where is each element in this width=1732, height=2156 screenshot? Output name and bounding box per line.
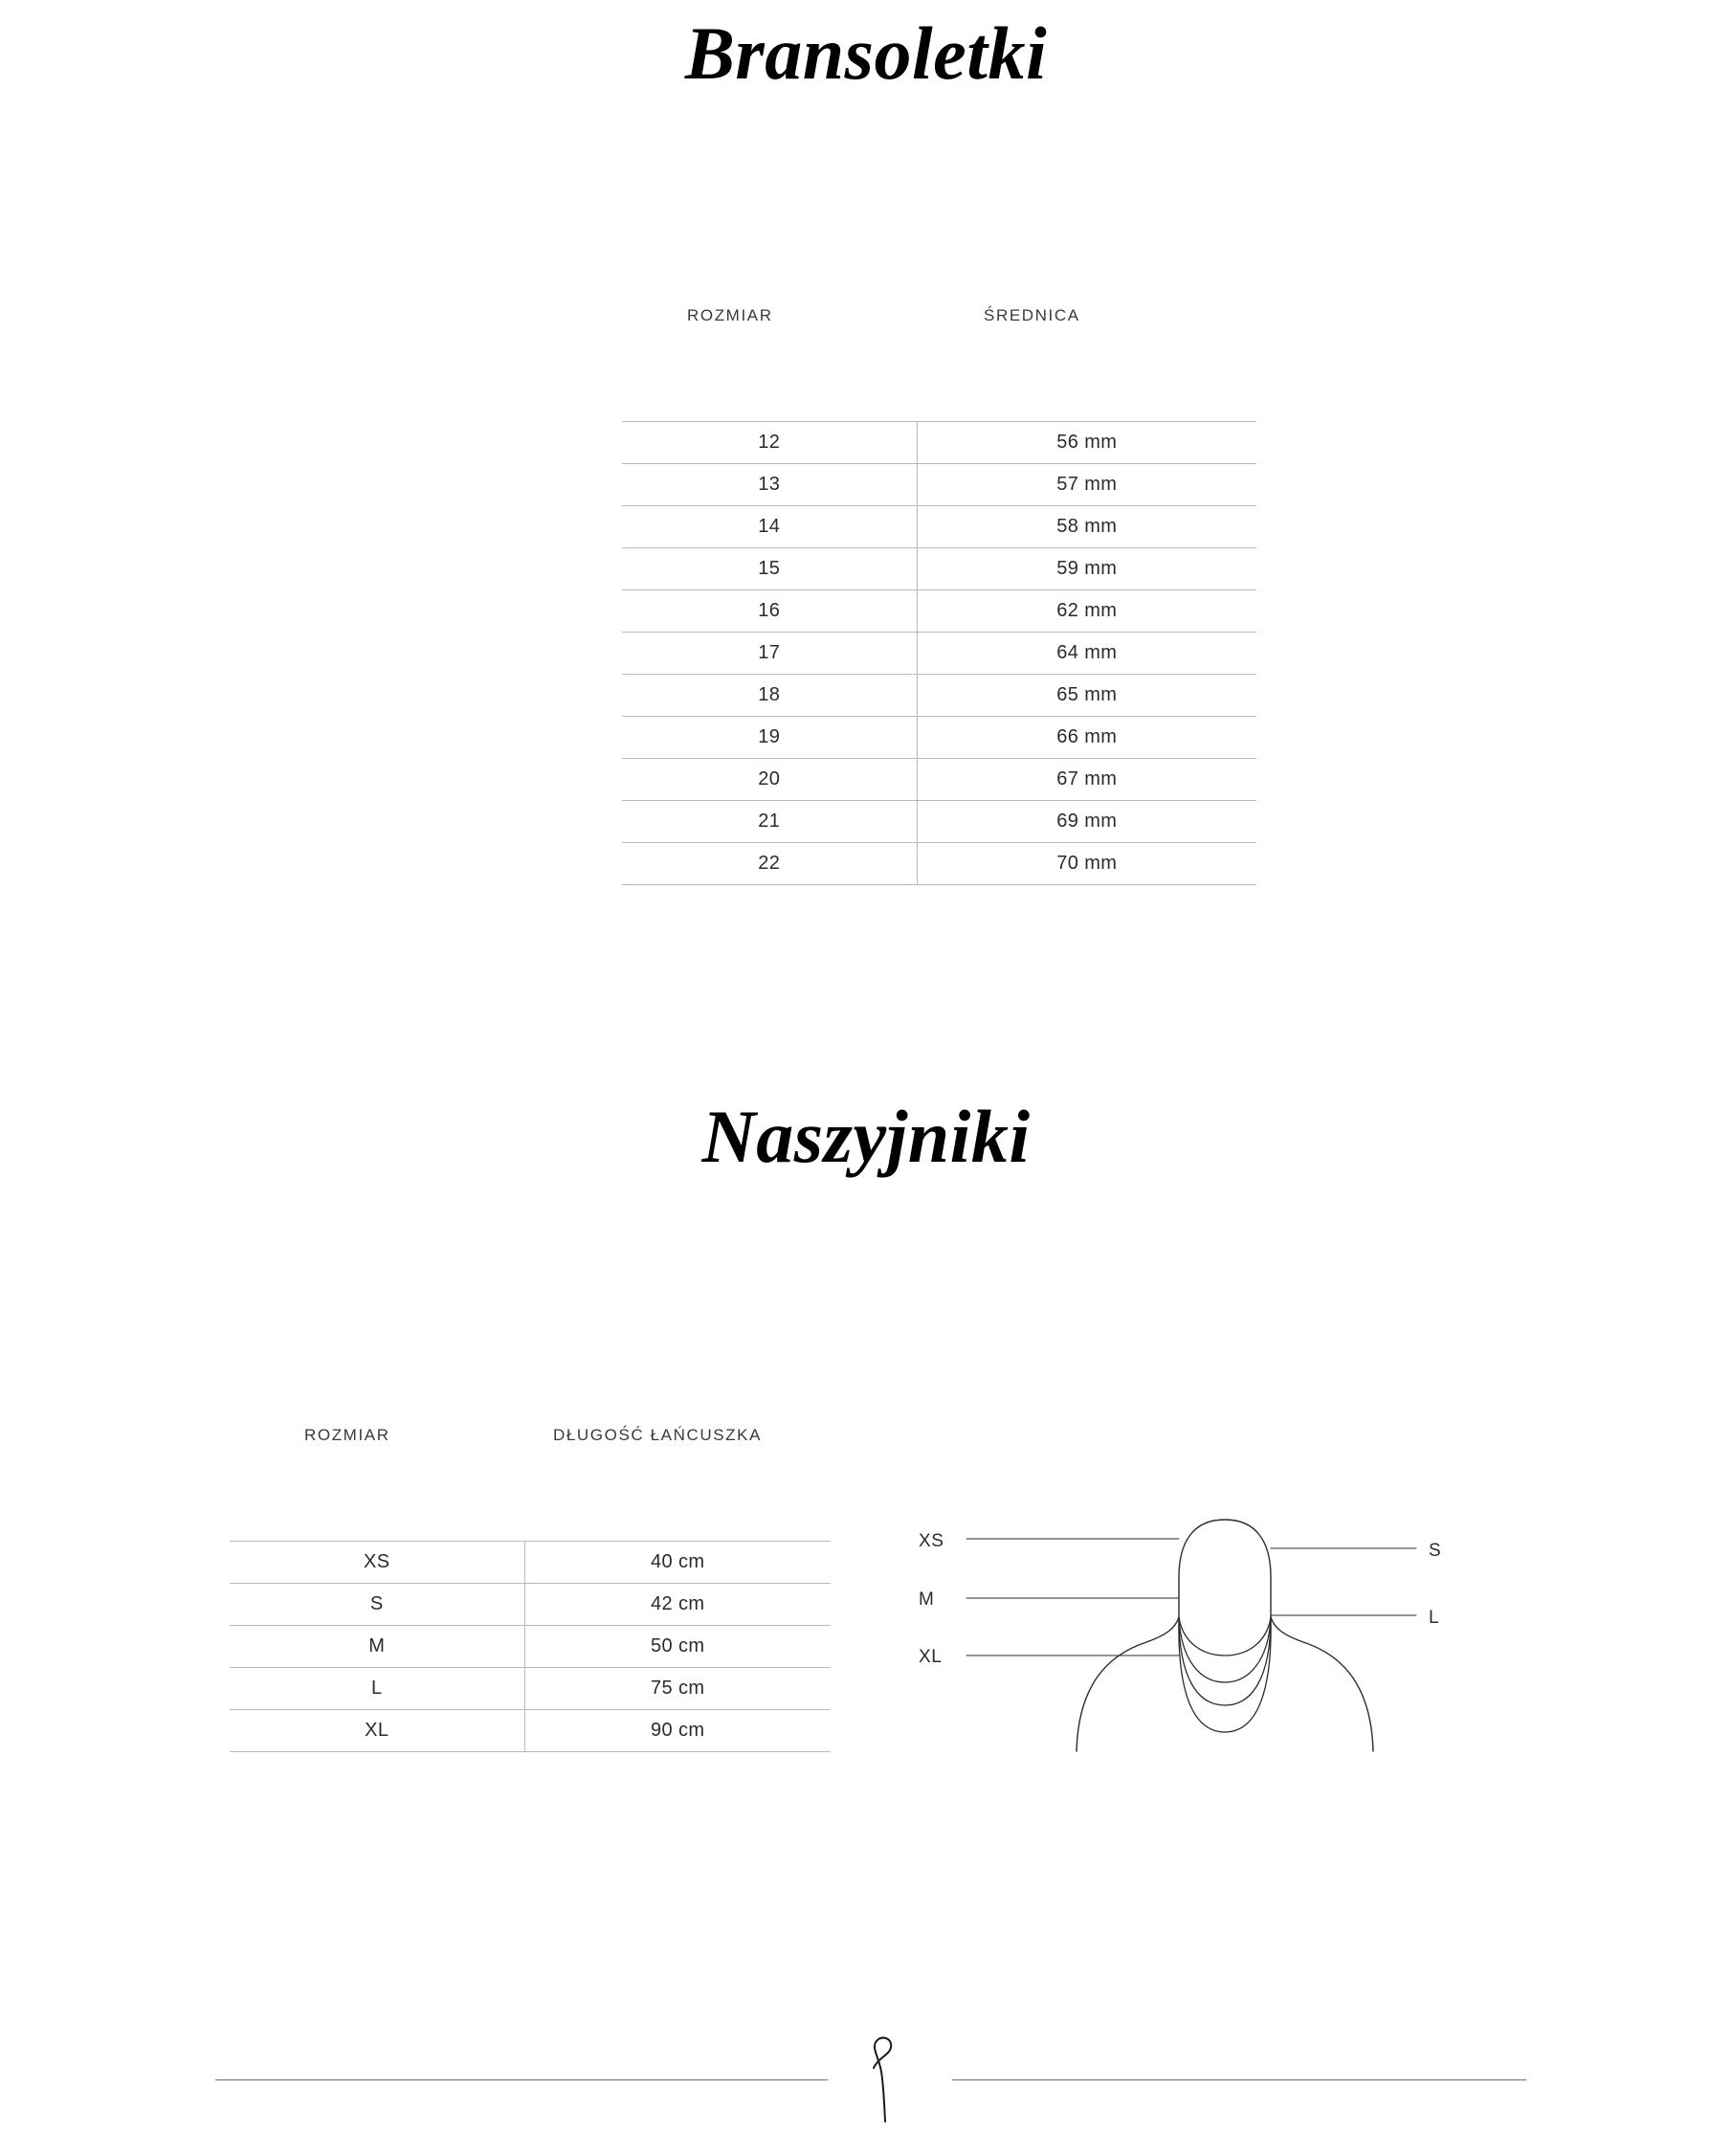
necklace-length-diagram <box>919 1464 1454 1780</box>
cell-diameter: 58 mm <box>917 506 1256 548</box>
table-row <box>622 422 1256 464</box>
cell-size: 16 <box>622 590 917 633</box>
cell-chain-length: 40 cm <box>524 1542 831 1584</box>
table-row <box>622 759 1256 801</box>
cell-diameter: 70 mm <box>917 843 1256 885</box>
cell-size: XS <box>230 1542 524 1584</box>
column-header-size: ROZMIAR <box>304 1426 390 1444</box>
cell-diameter: 64 mm <box>917 633 1256 675</box>
cell-size: 15 <box>622 548 917 590</box>
cell-size: 22 <box>622 843 917 885</box>
table-row <box>622 506 1256 548</box>
needle-and-thread-icon <box>852 2034 919 2124</box>
table-header-row <box>230 1416 831 1460</box>
table-row <box>622 717 1256 759</box>
cell-size: S <box>230 1584 524 1626</box>
cell-diameter: 69 mm <box>917 801 1256 843</box>
cell-size: 18 <box>622 675 917 717</box>
column-header-chain-length: DŁUGOŚĆ ŁAŃCUSZKA <box>553 1426 763 1444</box>
cell-chain-length: 75 cm <box>524 1668 831 1710</box>
footer <box>0 2019 1732 2134</box>
cell-size: 14 <box>622 506 917 548</box>
cell-size: 12 <box>622 422 917 464</box>
cell-size: XL <box>230 1710 524 1752</box>
diagram-label-l: L <box>1429 1608 1440 1628</box>
column-header-diameter: ŚREDNICA <box>984 306 1080 324</box>
column-header-size: ROZMIAR <box>687 306 773 324</box>
cell-chain-length: 42 cm <box>524 1584 831 1626</box>
table-row <box>230 1668 831 1710</box>
cell-size: 13 <box>622 464 917 506</box>
table-row <box>230 1542 831 1584</box>
cell-chain-length: 50 cm <box>524 1626 831 1668</box>
cell-diameter: 59 mm <box>917 548 1256 590</box>
cell-size: 20 <box>622 759 917 801</box>
table-spacer <box>230 1460 831 1542</box>
cell-diameter: 67 mm <box>917 759 1256 801</box>
table-row <box>622 633 1256 675</box>
table-spacer <box>622 341 1256 422</box>
table-header-row <box>622 297 1256 341</box>
cell-diameter: 62 mm <box>917 590 1256 633</box>
cell-diameter: 66 mm <box>917 717 1256 759</box>
diagram-label-s: S <box>1429 1541 1442 1561</box>
table-row <box>622 843 1256 885</box>
table-row <box>622 801 1256 843</box>
diagram-label-xs: XS <box>919 1531 944 1551</box>
necklace-diagram-illustration <box>919 1464 1454 1780</box>
footer-rule-right <box>952 2079 1526 2080</box>
cell-size: 21 <box>622 801 917 843</box>
cell-size: 17 <box>622 633 917 675</box>
cell-size: M <box>230 1626 524 1668</box>
cell-chain-length: 90 cm <box>524 1710 831 1752</box>
table-row <box>230 1710 831 1752</box>
table-row <box>622 464 1256 506</box>
cell-diameter: 57 mm <box>917 464 1256 506</box>
necklace-size-table <box>230 1416 831 1752</box>
table-row <box>230 1584 831 1626</box>
table-row <box>622 548 1256 590</box>
cell-diameter: 56 mm <box>917 422 1256 464</box>
cell-diameter: 65 mm <box>917 675 1256 717</box>
cell-size: L <box>230 1668 524 1710</box>
table-row <box>230 1626 831 1668</box>
section-title-bransoletki: Bransoletki <box>684 11 1048 95</box>
diagram-label-m: M <box>919 1589 935 1610</box>
diagram-label-xl: XL <box>919 1647 943 1667</box>
footer-rule-left <box>215 2079 828 2080</box>
cell-size: 19 <box>622 717 917 759</box>
table-row <box>622 675 1256 717</box>
table-row <box>622 590 1256 633</box>
bracelet-size-table <box>622 297 1256 885</box>
section-title-naszyjniki: Naszyjniki <box>701 1095 1031 1178</box>
